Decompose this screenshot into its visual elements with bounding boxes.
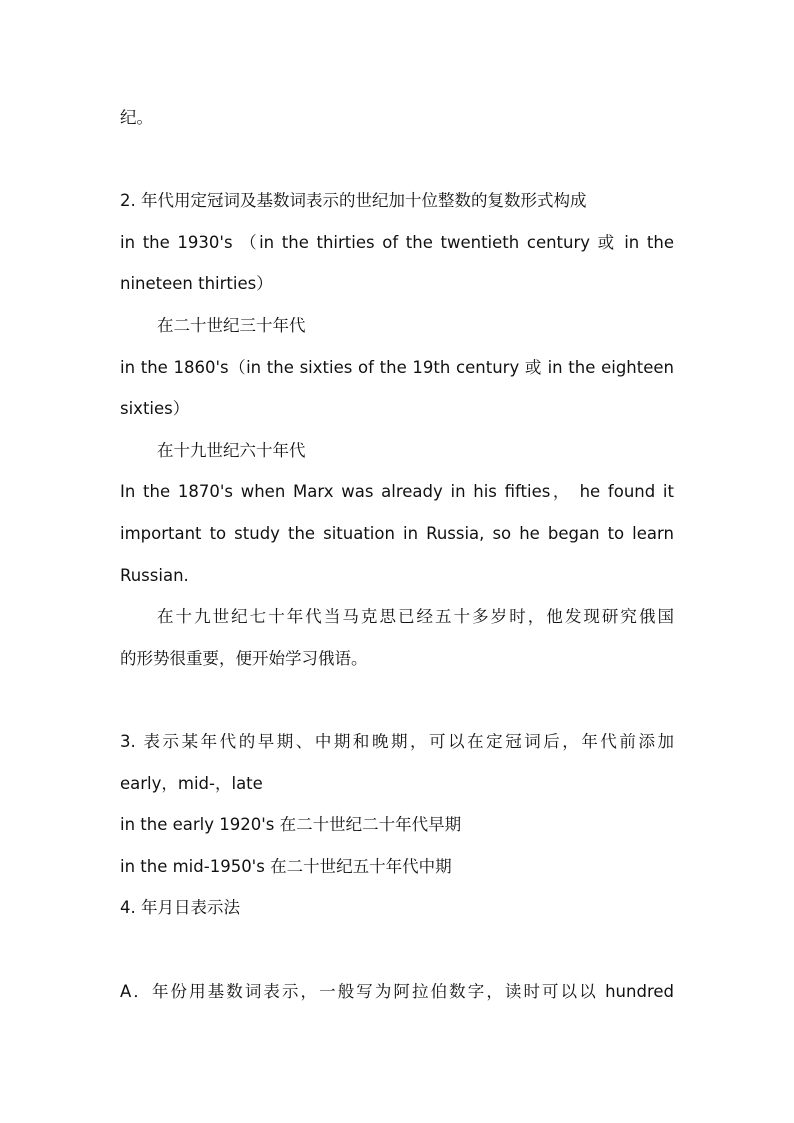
section-4-heading: 4. 年月日表示法 [120, 898, 240, 917]
translation-marx-line-2: 的形势很重要，便开始学习俄语。 [120, 649, 368, 668]
section-3-terms: early，mid-，late [120, 774, 263, 793]
translation-1930s: 在二十世纪三十年代 [157, 316, 306, 335]
section-3-heading: 3. 表示某年代的早期、中期和晚期，可以在定冠词后，年代前添加 [120, 732, 674, 751]
section-a-line: A．年份用基数词表示，一般写为阿拉伯数字，读时可以以 hundred [120, 982, 674, 1001]
example-1860s-line-2: sixties） [120, 399, 190, 418]
translation-1860s: 在十九世纪六十年代 [157, 441, 306, 460]
example-marx-line-1: In the 1870's when Marx was already in his fifties， he found it [120, 482, 674, 501]
text-line-century-end: 纪。 [120, 108, 153, 127]
translation-marx-line-1: 在十九世纪七十年代当马克思已经五十多岁时，他发现研究俄国 [157, 607, 674, 626]
section-2-heading: 2. 年代用定冠词及基数词表示的世纪加十位整数的复数形式构成 [120, 191, 587, 210]
example-marx-line-2: important to study the situation in Russia, so he began to learn [120, 524, 674, 543]
example-1930s-line-2: nineteen thirties） [120, 274, 273, 293]
example-early-1920s: in the early 1920's 在二十世纪二十年代早期 [120, 815, 462, 834]
example-1860s-line-1: in the 1860's（in the sixties of the 19th century 或 in the eighteen [120, 358, 674, 377]
example-marx-line-3: Russian. [120, 566, 189, 585]
example-1930s-line-1: in the 1930's （in the thirties of the twentieth century 或 in the [120, 233, 674, 252]
example-mid-1950s: in the mid-1950's 在二十世纪五十年代中期 [120, 857, 452, 876]
